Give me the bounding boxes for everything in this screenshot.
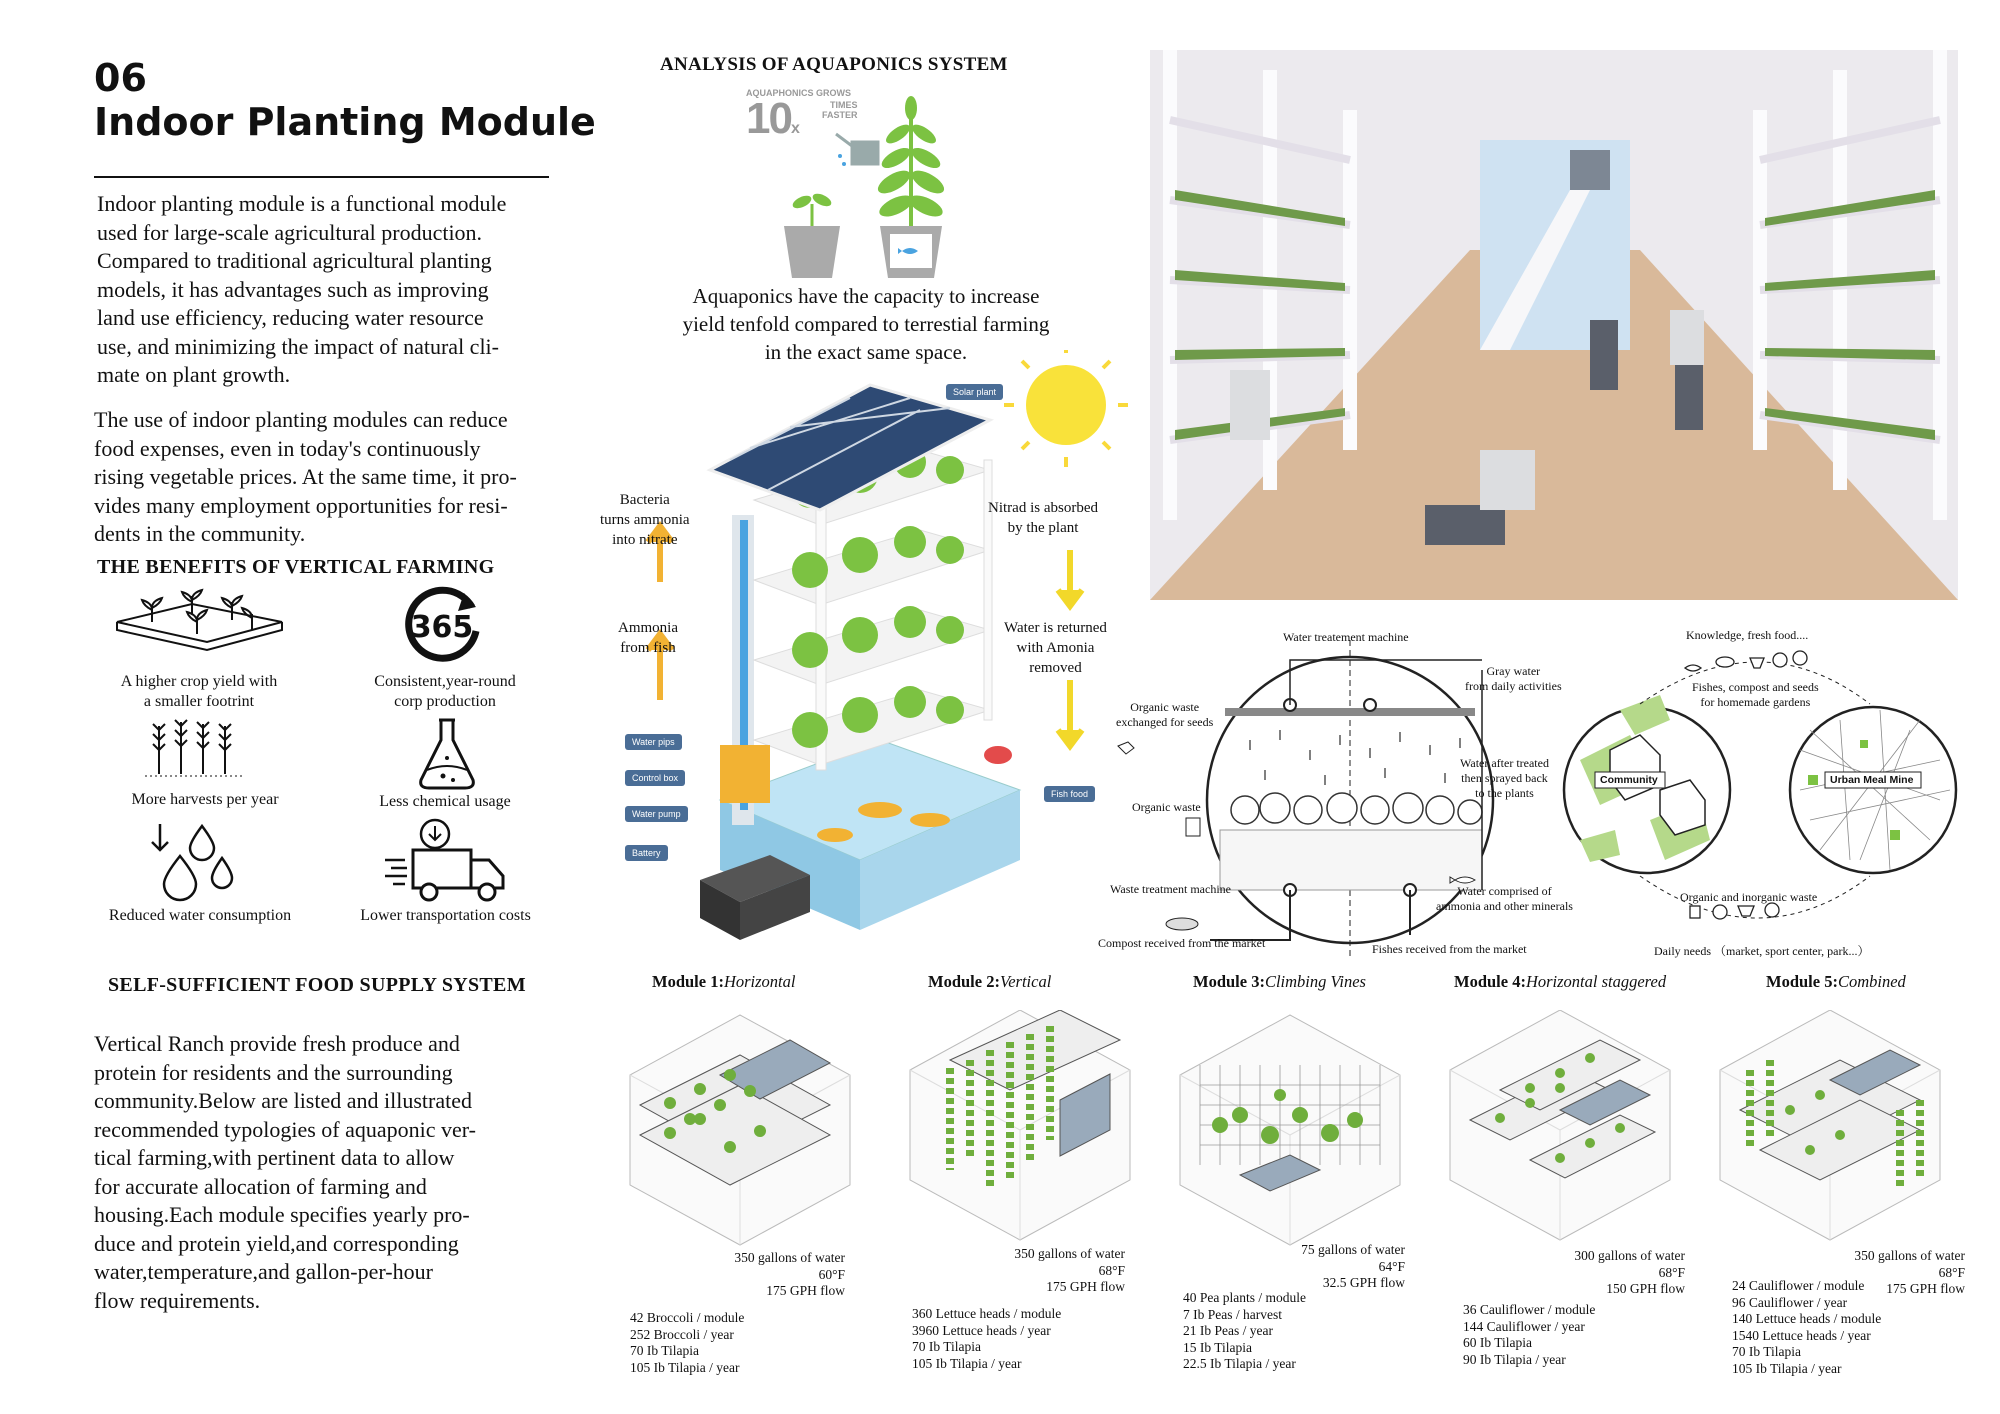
label-water-returned: Water is returned with Amonia removed	[1004, 620, 1107, 676]
svg-text:365: 365	[410, 610, 474, 645]
benefit-label-chemical: Less chemical usage	[379, 793, 511, 810]
delivery-truck-icon	[383, 816, 509, 906]
aquaponics-heading: ANALYSIS OF AQUAPONICS SYSTEM	[660, 54, 1008, 75]
module-3-title: Module 3:Climbing Vines	[1193, 972, 1366, 991]
module-2-specs: 350 gallons of water 68°F 175 GPH flow	[1014, 1246, 1125, 1294]
module-2-yield: 360 Lettuce heads / module 3960 Lettuce heads / year 70 Ib Tilapia 105 Ib Tilapia / year	[912, 1306, 1062, 1371]
label-water-comprised: Water comprised of ammonia and other minerals	[1436, 884, 1573, 913]
indoor-farm-rendering	[1150, 50, 1958, 600]
module-1-specs: 350 gallons of water 60°F 175 GPH flow	[734, 1250, 845, 1298]
intro-paragraph-2: The use of indoor planting modules can reduce food expenses, even in today's continuously rising vegetable prices. At the same time, it pro- vides many employment opportunities for resi- dents in the community.	[94, 407, 517, 546]
label-ammonia: Ammonia from fish	[618, 620, 678, 656]
label-nitrad: Nitrad is absorbed by the plant	[988, 500, 1098, 536]
benefit-label-water: Reduced water consumption	[108, 907, 292, 924]
supply-paragraph: Vertical Ranch provide fresh produce and protein for residents and the surrounding community.Below are listed and illustrated recommended typologies of aquaponic ver- tical farming,with pertinent data to allow for accurate allocation of farming and housing.Each module specifies yearly pro- duce and protein yield,and corresponding water,temperature,and gallon-per-hour flow requirements.	[94, 1031, 476, 1313]
tag-solar-plant: Solar plant	[946, 384, 1003, 400]
module-4-specs: 300 gallons of water 68°F 150 GPH flow	[1574, 1248, 1685, 1296]
label-waste-treatment-machine: Waste treatment machine	[1110, 882, 1231, 896]
section-number: 06	[94, 56, 147, 100]
tag-control-box: Control box	[625, 770, 685, 786]
label-fishes-compost: Fishes, compost and seeds for homemade gardens	[1692, 680, 1819, 709]
plant-growth-icon	[780, 96, 960, 278]
label-water-sprayed: Water after treated then sprayed back to the plants	[1460, 756, 1549, 800]
benefit-label-harvests: More harvests per year	[131, 791, 279, 808]
benefit-label-transport: Lower transportation costs	[360, 907, 531, 924]
module-4-yield: 36 Cauliflower / module 144 Cauliflower / year 60 Ib Tilapia 90 Ib Tilapia / year	[1463, 1302, 1596, 1367]
module-5-title: Module 5:Combined	[1766, 972, 1906, 991]
benefit-label-year-round: Consistent,year-round corp production	[374, 673, 516, 710]
aquaponics-caption: Aquaponics have the capacity to increase yield tenfold compared to terrestial farming in the exact same space.	[682, 284, 1050, 364]
label-compost: Compost received from the market	[1098, 936, 1266, 950]
label-water-treatment-machine: Water treatement machine	[1283, 630, 1409, 644]
crop-field-icon	[112, 582, 287, 652]
365-calendar-icon	[402, 585, 486, 665]
label-organic-waste: Organic waste	[1132, 800, 1201, 814]
intro-paragraph-1: Indoor planting module is a functional module used for large-scale agricultural production. Compared to traditional agricultural planting models, it has advantages such as improving land use efficiency, reducing water resource use, and minimizing the impact of natural cli- mate on plant growth.	[97, 191, 507, 387]
label-urban-meal-mine: Urban Meal Mine	[1830, 774, 1914, 786]
benefit-label-crop-yield: A higher crop yield with a smaller footrint	[120, 673, 278, 710]
module-4-title: Module 4:Horizontal staggered	[1454, 972, 1667, 991]
module-3-specs: 75 gallons of water 64°F 32.5 GPH flow	[1301, 1242, 1405, 1290]
badge-number: 10x	[746, 94, 798, 143]
supply-heading: SELF-SUFFICIENT FOOD SUPPLY SYSTEM	[108, 974, 526, 996]
badge-side-text: TIMES FASTER	[822, 100, 858, 120]
module-5-yield: 24 Cauliflower / module 96 Cauliflower / year 140 Lettuce heads / module 1540 Lettuce heads / year 70 Ib Tilapia 105 Ib Tilapia / year	[1732, 1278, 1882, 1376]
label-fishes-market: Fishes received from the market	[1372, 942, 1527, 956]
label-organic-seeds: Organic waste exchanged for seeds	[1116, 700, 1214, 729]
module-2-title: Module 2:Vertical	[928, 972, 1052, 991]
label-community: Community	[1600, 774, 1658, 786]
badge-top-text: AQUAPHONICS GROWS	[746, 88, 852, 98]
module-3-yield: 40 Pea plants / module 7 Ib Peas / harvest 21 Ib Peas / year 15 Ib Tilapia 22.5 Ib Tilapia / year	[1183, 1290, 1306, 1371]
label-gray-water: Gray water from daily activities	[1465, 664, 1562, 693]
label-organic-inorganic: Organic and inorganic waste	[1680, 890, 1818, 904]
page-title: Indoor Planting Module	[94, 100, 596, 144]
water-drops-icon	[150, 820, 242, 902]
flask-icon	[415, 716, 479, 792]
label-daily-needs: Daily needs （market, sport center, park...）	[1654, 944, 1870, 958]
module-1-yield: 42 Broccoli / module 252 Broccoli / year 70 Ib Tilapia 105 Ib Tilapia / year	[630, 1310, 745, 1375]
tag-water-pips: Water pips	[625, 734, 682, 750]
label-bacteria: Bacteria turns ammonia into nitrate	[600, 492, 690, 548]
title-divider	[94, 176, 549, 178]
label-knowledge: Knowledge, fresh food....	[1686, 628, 1809, 642]
module-illustrations	[620, 1010, 1980, 1250]
module-5-specs: 350 gallons of water 68°F 175 GPH flow	[1854, 1248, 1965, 1296]
wheat-icon	[145, 716, 245, 780]
benefits-heading: THE BENEFITS OF VERTICAL FARMING	[97, 556, 495, 578]
tag-battery: Battery	[625, 845, 668, 861]
module-1-title: Module 1:Horizontal	[652, 972, 796, 991]
tag-water-pump: Water pump	[625, 806, 688, 822]
tag-fish-food: Fish food	[1044, 786, 1095, 802]
